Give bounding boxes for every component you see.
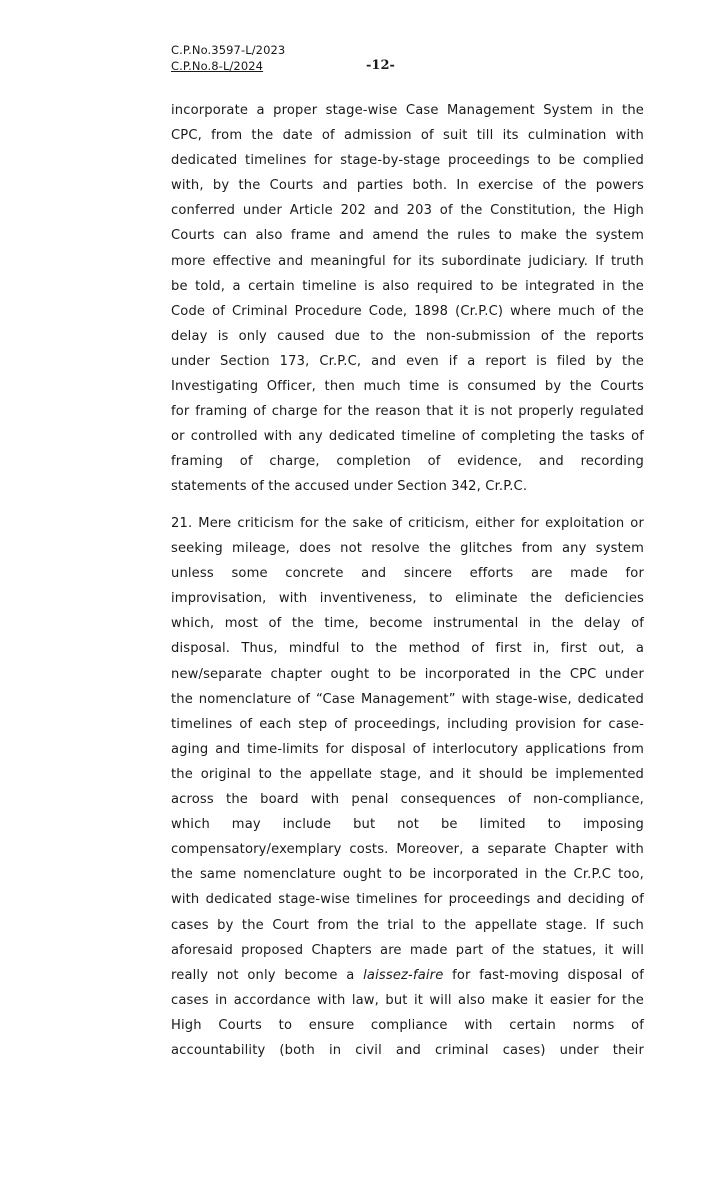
text-segment: really not only become a bbox=[171, 967, 364, 983]
text-line: the same nomenclature ought to be incorporated in the Cr.P.C too, bbox=[171, 867, 644, 883]
text-line: which may include but not be limited to imposing bbox=[171, 817, 644, 833]
text-line: framing of charge, completion of evidence, and recording bbox=[171, 454, 644, 470]
text-line: with dedicated stage-wise timelines for proceedings and deciding of bbox=[171, 892, 644, 908]
text-line: High Courts to ensure compliance with certain norms of bbox=[171, 1017, 644, 1033]
text-line: or controlled with any dedicated timeline of completing the tasks of bbox=[171, 429, 644, 445]
paragraph-21 bbox=[171, 511, 644, 1063]
text-line: new/separate chapter ought to be incorporated in the CPC under bbox=[171, 666, 644, 682]
text-line: conferred under Article 202 and 203 of the Constitution, the High bbox=[171, 203, 644, 219]
text-line: delay is only caused due to the non-submission of the reports bbox=[171, 328, 644, 344]
case-number-1: C.P.No.3597-L/2023 bbox=[171, 43, 286, 57]
text-line: the original to the appellate stage, and it should be implemented bbox=[171, 766, 644, 782]
text-line: for framing of charge for the reason that it is not properly regulated bbox=[171, 404, 644, 420]
text-line: with, by the Courts and parties both. In exercise of the powers bbox=[171, 178, 644, 194]
text-line: statements of the accused under Section 342, Cr.P.C. bbox=[171, 479, 528, 495]
text-line: seeking mileage, does not resolve the glitches from any system bbox=[171, 541, 644, 557]
text-line: aging and time-limits for disposal of interlocutory applications from bbox=[171, 741, 644, 757]
text-line: which, most of the time, become instrumental in the delay of bbox=[171, 616, 644, 632]
text-line: incorporate a proper stage-wise Case Management System in the bbox=[171, 103, 644, 118]
text-line: the nomenclature of “Case Management” with stage-wise, dedicated bbox=[171, 691, 644, 707]
text-line: CPC, from the date of admission of suit till its culmination with bbox=[171, 128, 644, 144]
case-number-2: C.P.No.8-L/2024 bbox=[171, 59, 264, 73]
text-line: more effective and meaningful for its subordinate judiciary. If truth bbox=[171, 253, 644, 269]
text-line: disposal. Thus, mindful to the method of first in, first out, a bbox=[171, 641, 644, 657]
text-line: 21. Mere criticism for the sake of criticism, either for exploitation or bbox=[171, 516, 644, 531]
text-line: under Section 173, Cr.P.C, and even if a report is filed by the bbox=[171, 353, 644, 369]
text-line-with-emphasis bbox=[171, 963, 644, 988]
text-line: Courts can also frame and amend the rules to make the system bbox=[171, 228, 644, 244]
text-line: Code of Criminal Procedure Code, 1898 (Cr.P.C) where much of the bbox=[171, 303, 644, 319]
text-line: timelines of each step of proceedings, including provision for case- bbox=[171, 716, 644, 732]
text-line: unless some concrete and sincere efforts are made for bbox=[171, 566, 644, 582]
text-line: across the board with penal consequences of non-compliance, bbox=[171, 792, 644, 808]
text-line: Investigating Officer, then much time is consumed by the Courts bbox=[171, 379, 644, 395]
text-segment: for fast-moving disposal of bbox=[443, 967, 644, 983]
text-line: dedicated timelines for stage-by-stage proceedings to be complied bbox=[171, 153, 644, 169]
text-line: cases in accordance with law, but it will also make it easier for the bbox=[171, 992, 644, 1008]
emphasis-laissez-faire: laissez-faire bbox=[363, 967, 444, 983]
text-line: cases by the Court from the trial to the appellate stage. If such bbox=[171, 917, 644, 933]
text-line: be told, a certain timeline is also required to be integrated in the bbox=[171, 278, 644, 294]
paragraph-1 bbox=[171, 98, 644, 500]
text-line: improvisation, with inventiveness, to eliminate the deficiencies bbox=[171, 591, 644, 607]
text-line: aforesaid proposed Chapters are made part of the statues, it will bbox=[171, 942, 644, 958]
text-line: accountability (both in civil and criminal cases) under their bbox=[171, 1042, 644, 1058]
page-number: -12- bbox=[366, 58, 395, 73]
text-line: compensatory/exemplary costs. Moreover, a separate Chapter with bbox=[171, 842, 644, 858]
